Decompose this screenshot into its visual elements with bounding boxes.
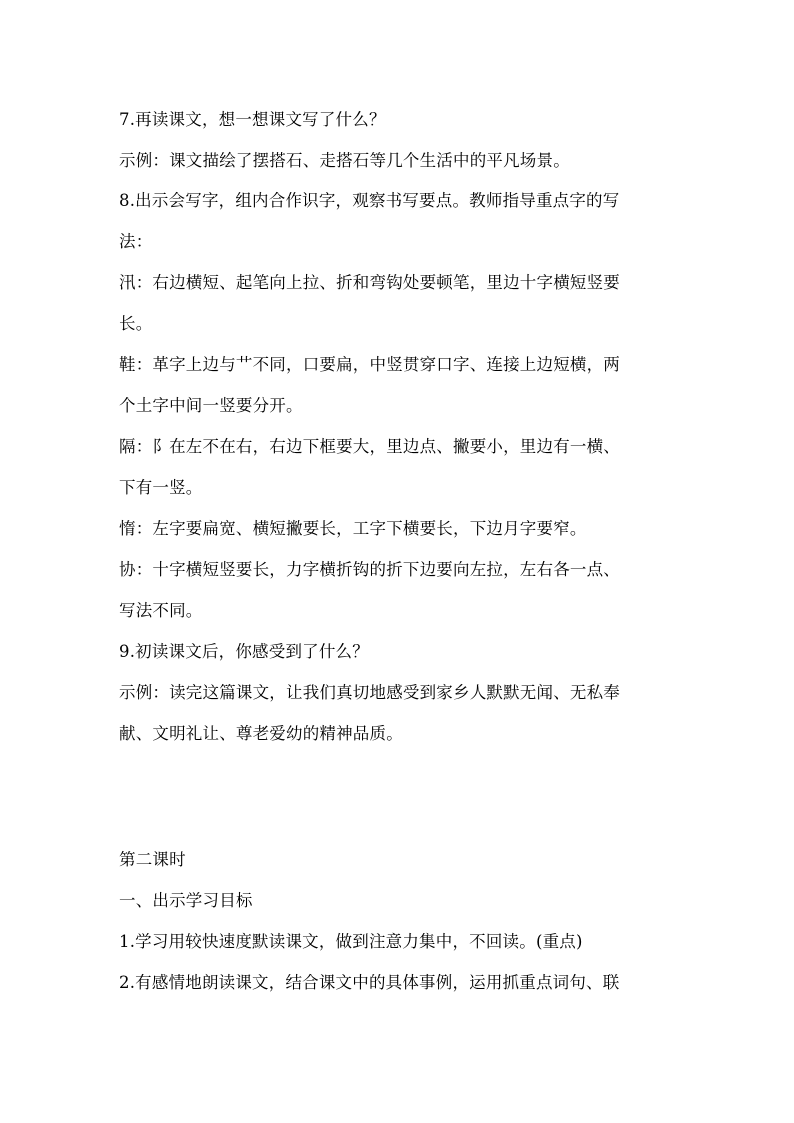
example-9-continued: 献、文明礼让、尊老爱幼的精神品质。 [119, 724, 403, 743]
char-ge-note-continued: 下有一竖。 [119, 478, 203, 497]
objective-1: 1.学习用较快速度默读课文，做到注意力集中，不回读。(重点) [119, 932, 583, 951]
char-duo-note: 惰：左字要扁宽、横短撇要长，工字下横要长，下边月字要窄。 [119, 519, 587, 538]
example-9: 示例：读完这篇课文，让我们真切地感受到家乡人默默无闻、无私奉 [119, 683, 620, 702]
objective-2: 2.有感情地朗读课文，结合课文中的具体事例，运用抓重点词句、联 [119, 973, 620, 992]
char-xun-note: 汛：右边横短、起笔向上拉、折和弯钩处要顿笔，里边十字横短竖要 [119, 273, 620, 292]
char-xie-note: 鞋：革字上边与艹不同，口要扁，中竖贯穿口字、连接上边短横，两 [119, 355, 620, 374]
question-8-continued: 法： [119, 232, 153, 251]
example-7: 示例：课文描绘了摆搭石、走搭石等几个生活中的平凡场景。 [119, 151, 570, 170]
char-xun-note-continued: 长。 [119, 314, 153, 333]
section-heading: 一、出示学习目标 [119, 891, 253, 910]
char-xie2-note-continued: 写法不同。 [119, 601, 203, 620]
question-9: 9.初读课文后，你感受到了什么？ [119, 642, 369, 661]
char-xie2-note: 协：十字横短竖要长，力字横折钩的折下边要向左拉，左右各一点、 [119, 560, 620, 579]
question-8: 8.出示会写字，组内合作识字，观察书写要点。教师指导重点字的写 [119, 191, 620, 210]
question-7: 7.再读课文，想一想课文写了什么？ [119, 110, 386, 129]
char-xie-note-continued: 个土字中间一竖要分开。 [119, 396, 303, 415]
char-ge-note: 隔：阝在左不在右，右边下框要大，里边点、撇要小，里边有一横、 [119, 437, 620, 456]
lesson-heading: 第二课时 [119, 850, 186, 869]
